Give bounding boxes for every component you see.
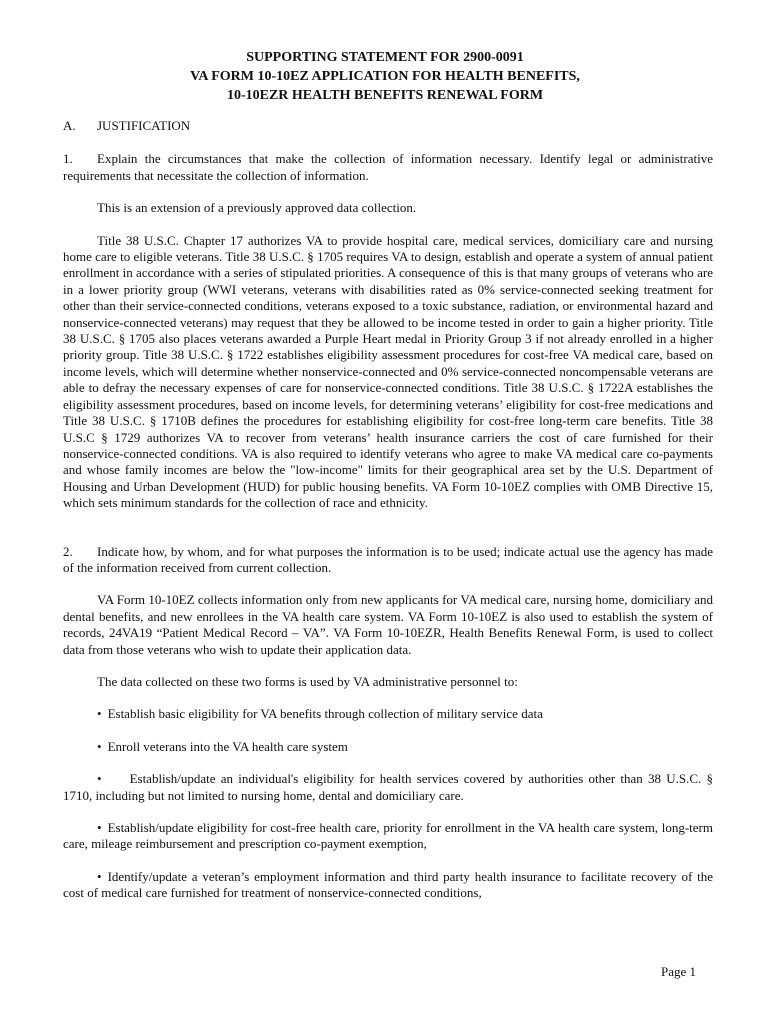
question-2-text: Indicate how, by whom, and for what purposes the information is to be used; indicate actual use the agency has made of the information received from current collection. xyxy=(63,543,713,575)
bullet-icon: • xyxy=(97,820,102,835)
title-line-3: 10-10EZR HEALTH BENEFITS RENEWAL FORM xyxy=(226,88,544,103)
bullet-icon: • xyxy=(97,868,102,884)
question-2 xyxy=(63,544,713,577)
list-item xyxy=(63,739,713,755)
section-title: JUSTIFICATION xyxy=(97,118,191,133)
page-number: Page 1 xyxy=(660,964,696,979)
usage-paragraph: VA Form 10-10EZ collects information only from new applicants for VA medical care, nursing home, domiciliary and dental benefits, and new enrollees in the VA health care system. VA Form 10-10EZ is also used to establish the system of records, 24VA19 “Patient Medical Record – VA”. VA Form 10-10EZR, Health Benefits Renewal Form, is used to collect data from those veterans who wish to update their application data. xyxy=(63,592,713,657)
list-item-text: Establish/update an individual's eligibility for health services covered by authorities other than 38 U.S.C. § 1710, including but not limited to nursing home, dental and domiciliary care. xyxy=(63,771,713,803)
question-1-text: Explain the circumstances that make the collection of information necessary. Identify legal or administrative requirements that necessitate the collection of information. xyxy=(63,151,713,183)
bullet-icon: • xyxy=(97,738,102,754)
list-item xyxy=(63,820,713,853)
list-item xyxy=(63,771,713,804)
document-body xyxy=(63,118,713,902)
bullet-icon: • xyxy=(97,706,102,722)
list-item-text: Establish/update eligibility for cost-free health care, priority for enrollment in the VA health care system, long-term care, mileage reimbursement and prescription co-payment exemption, xyxy=(63,820,713,852)
question-1 xyxy=(63,151,713,184)
usage-intro: The data collected on these two forms is used by VA administrative personnel to: xyxy=(97,673,518,689)
list-item-text: Identify/update a veteran’s employment information and third party health insurance to facilitate recovery of the cost of medical care furnished for treatment of nonservice-connected conditions, xyxy=(63,868,713,901)
list-item-text: Enroll veterans into the VA health care system xyxy=(107,738,348,754)
authority-paragraph: Title 38 U.S.C. Chapter 17 authorizes VA to provide hospital care, medical services, domiciliary care and nursing home care to eligible veterans. Title 38 U.S.C. § 1705 requires VA to design, establish and operate a system of annual patient enrollment in accordance with a series of stipulated priorities. A consequence of this is that many groups of veterans who are in a lower priority group (WWI veterans, veterans with disabilities rated as 0% service-connected seeking treatment for other than their service-connected conditions, veterans exposed to a toxic substance, radiation, or environmental hazard and nonservice-connected veterans) may request that they be allowed to be income tested in order to gain a higher priority. Title 38 U.S.C. § 1705 also places veterans awarded a Purple Heart medal in Priority Group 3 if not already enrolled in a higher priority group. Title 38 U.S.C. § 1722 establishes eligibility assessment procedures for cost-free VA medical care, based on income levels, which will determine whether nonservice-connected and 0% service-connected noncompensable veterans are able to defray the necessary expenses of care for nonservice-connected conditions. Title 38 U.S.C. § 1722A establishes the eligibility assessment procedures, based on income levels, for determining veterans’ eligibility for cost-free medications and Title 38 U.S.C. § 1710B defines the procedures for establishing eligibility for cost-free long-term care benefits. Title 38 U.S.C § 1729 authorizes VA to recover from veterans’ health insurance carriers the cost of care furnished for their nonservice-connected conditions. VA is also required to identify veterans who agree to make VA medical care co-payments and whose family incomes are below the "low-income" limits for their geographical area set by the U.S. Department of Housing and Urban Development (HUD) for public housing benefits. VA Form 10-10EZ complies with OMB Directive 15, which sets minimum standards for the collection of race and ethnicity. xyxy=(63,232,713,511)
extension-paragraph: This is an extension of a previously approved data collection. xyxy=(97,200,417,216)
question-1-number: 1. xyxy=(63,151,73,167)
section-heading xyxy=(63,118,713,134)
list-item xyxy=(63,869,713,902)
bullet-icon: • xyxy=(97,771,102,787)
document-title xyxy=(0,48,770,105)
title-line-1: SUPPORTING STATEMENT FOR 2900-0091 xyxy=(246,50,524,65)
question-2-number: 2. xyxy=(63,543,73,559)
section-letter: A. xyxy=(63,118,76,133)
title-line-2: VA FORM 10-10EZ APPLICATION FOR HEALTH BENEFITS, xyxy=(190,69,580,84)
list-item xyxy=(63,706,713,722)
list-item-text: Establish basic eligibility for VA benefits through collection of military service data xyxy=(107,706,543,722)
